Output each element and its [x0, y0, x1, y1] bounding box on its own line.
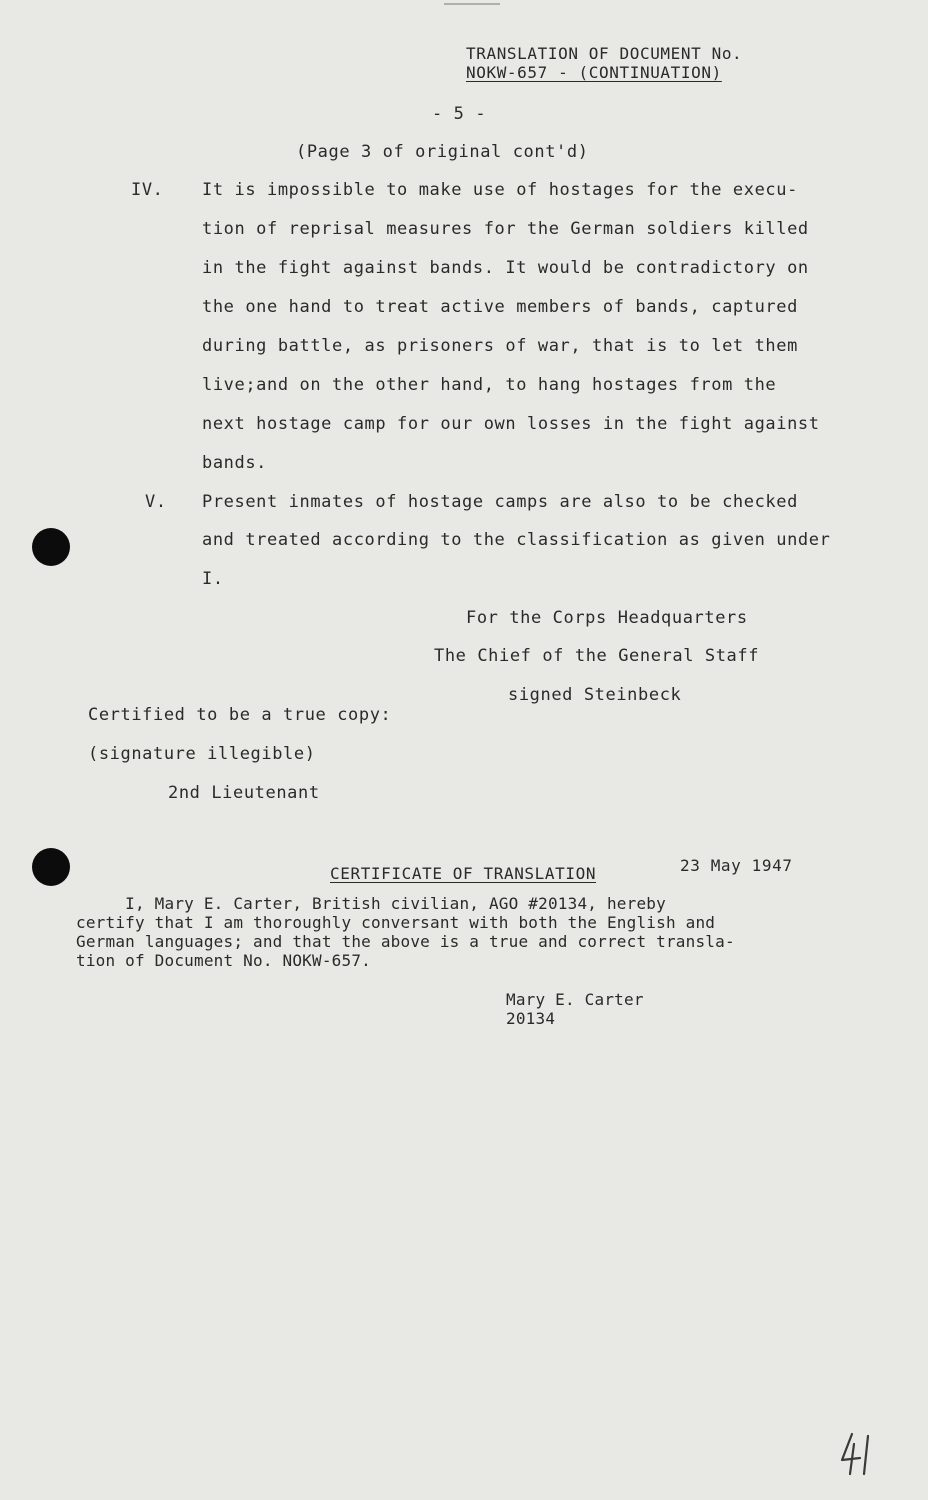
section-iv-line: in the fight against bands. It would be contradictory on — [202, 258, 809, 278]
section-iv-line: It is impossible to make use of hostages for the execu- — [202, 180, 798, 200]
section-v-line: I. — [202, 569, 224, 589]
certificate-text-line: tion of Document No. NOKW-657. — [76, 951, 371, 970]
certificate-text-line: certify that I am thoroughly conversant with both the English and — [76, 913, 716, 932]
certificate-date: 23 May 1947 — [680, 856, 793, 875]
section-iv-line: bands. — [202, 453, 268, 473]
certificate-title: CERTIFICATE OF TRANSLATION — [330, 864, 597, 883]
section-iv-line: during battle, as prisoners of war, that is to let them — [202, 336, 798, 356]
certified-signature-illegible: (signature illegible) — [88, 744, 316, 764]
certificate-text-line: German languages; and that the above is a true and correct transla- — [76, 932, 735, 951]
section-iv-line: next hostage camp for our own losses in the fight against — [202, 414, 820, 434]
certificate-signer-name: Mary E. Carter — [506, 990, 644, 1009]
certified-true-copy: Certified to be a true copy: — [88, 705, 392, 725]
header-document-number: NOKW-657 - (CONTINUATION) — [466, 63, 722, 82]
punch-hole-icon — [32, 848, 70, 886]
handwritten-page-number-icon — [838, 1430, 878, 1478]
edge-mark-icon — [442, 0, 502, 8]
page-number: - 5 - — [432, 104, 487, 124]
signature-chief-of-staff: The Chief of the General Staff — [434, 646, 760, 666]
section-iv-line: the one hand to treat active members of bands, captured — [202, 297, 798, 317]
certificate-text-line: I, Mary E. Carter, British civilian, AGO #20134, hereby — [76, 894, 666, 913]
section-iv-line: live;and on the other hand, to hang hostages from the — [202, 375, 777, 395]
section-v-line: and treated according to the classification as given under — [202, 530, 831, 550]
page-note: (Page 3 of original cont'd) — [296, 142, 589, 162]
signature-signed-name: signed Steinbeck — [508, 685, 682, 705]
header-title: TRANSLATION OF DOCUMENT No. — [466, 44, 743, 63]
signature-for-corps: For the Corps Headquarters — [466, 608, 748, 628]
section-numeral-iv: IV. — [131, 180, 164, 200]
section-numeral-v: V. — [145, 492, 167, 512]
section-iv-line: tion of reprisal measures for the German soldiers killed — [202, 219, 809, 239]
punch-hole-icon — [32, 528, 70, 566]
certified-rank: 2nd Lieutenant — [168, 783, 320, 803]
certificate-signer-number: 20134 — [506, 1009, 556, 1028]
section-v-line: Present inmates of hostage camps are also to be checked — [202, 492, 798, 512]
